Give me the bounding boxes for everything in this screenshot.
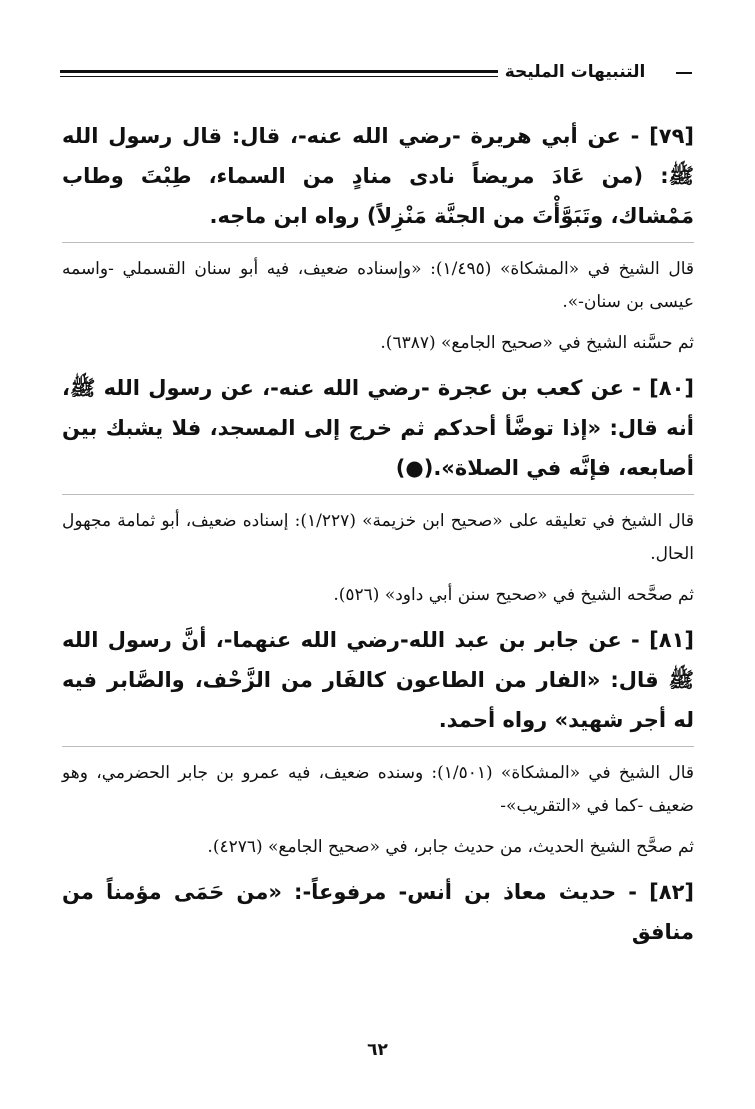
hadith-79	[62, 116, 694, 236]
commentary: ثم حسَّنه الشيخ في «صحيح الجامع» (٦٣٨٧).	[380, 333, 694, 353]
hadith-number: [٧٩]	[649, 124, 694, 148]
hadith-80	[62, 368, 694, 488]
header-rule-thick	[60, 70, 498, 73]
hadith-82	[62, 872, 694, 952]
header-title: التنبيهات المليحة	[504, 62, 646, 82]
hadith-number: [٨٢]	[649, 880, 694, 904]
separator	[62, 746, 694, 747]
commentary: قال الشيخ في «المشكاة» (١/٥٠١): وسنده ضعيف، فيه عمرو بن جابر الحضرمي، وهو ضعيف -كما في «التقريب»-	[62, 763, 694, 816]
commentary: ثم صحَّح الشيخ الحديث، من حديث جابر، في «صحيح الجامع» (٤٢٧٦).	[207, 837, 694, 857]
hadith-text: - عن كعب بن عجرة -رضي الله عنه-، عن رسول الله ﷺ، أنه قال: «إذا توضَّأ أحدكم ثم خرج إلى المسجد، فلا يشبك بين أصابعه، فإنَّه في الصلاة».(●)	[62, 376, 694, 480]
commentary: ثم صحَّحه الشيخ في «صحيح سنن أبي داود» (٥٢٦).	[333, 585, 694, 605]
hadith-number: [٨١]	[649, 628, 695, 652]
hadith-text: - حديث معاذ بن أنس- مرفوعاً-: «من حَمَى مؤمناً من منافق	[62, 880, 694, 944]
separator	[62, 242, 694, 243]
hadith-text: - عن أبي هريرة -رضي الله عنه-، قال: قال رسول الله ﷺ: (من عَادَ مريضاً نادى منادٍ من السماء، طِبْتَ وطاب مَمْشاك، وتَبَوَّأْتَ من الجنَّة مَنْزِلاً) رواه ابن ماجه.	[62, 124, 694, 228]
page-content	[62, 116, 694, 958]
hadith-text: - عن جابر بن عبد الله-رضي الله عنهما-، أنَّ رسول الله ﷺ قال: «الفار من الطاعون كالفَار من الزَّحْف، والصَّابر فيه له أجر شهيد» رواه أحمد.	[62, 628, 694, 732]
hadith-number: [٨٠]	[649, 376, 694, 400]
separator	[62, 494, 694, 495]
page-number: ٦٢	[367, 1040, 388, 1060]
hadith-81	[62, 620, 694, 740]
header-rule-thin	[60, 76, 498, 77]
running-header	[60, 62, 692, 84]
commentary: قال الشيخ في تعليقه على «صحيح ابن خزيمة» (١/٢٢٧): إسناده ضعيف، أبو ثمامة مجهول الحال.	[62, 511, 695, 564]
header-dash	[676, 72, 692, 74]
commentary: قال الشيخ في «المشكاة» (١/٤٩٥): «وإسناده ضعيف، فيه أبو سنان القسملي -واسمه عيسى بن سنان-».	[62, 259, 694, 312]
